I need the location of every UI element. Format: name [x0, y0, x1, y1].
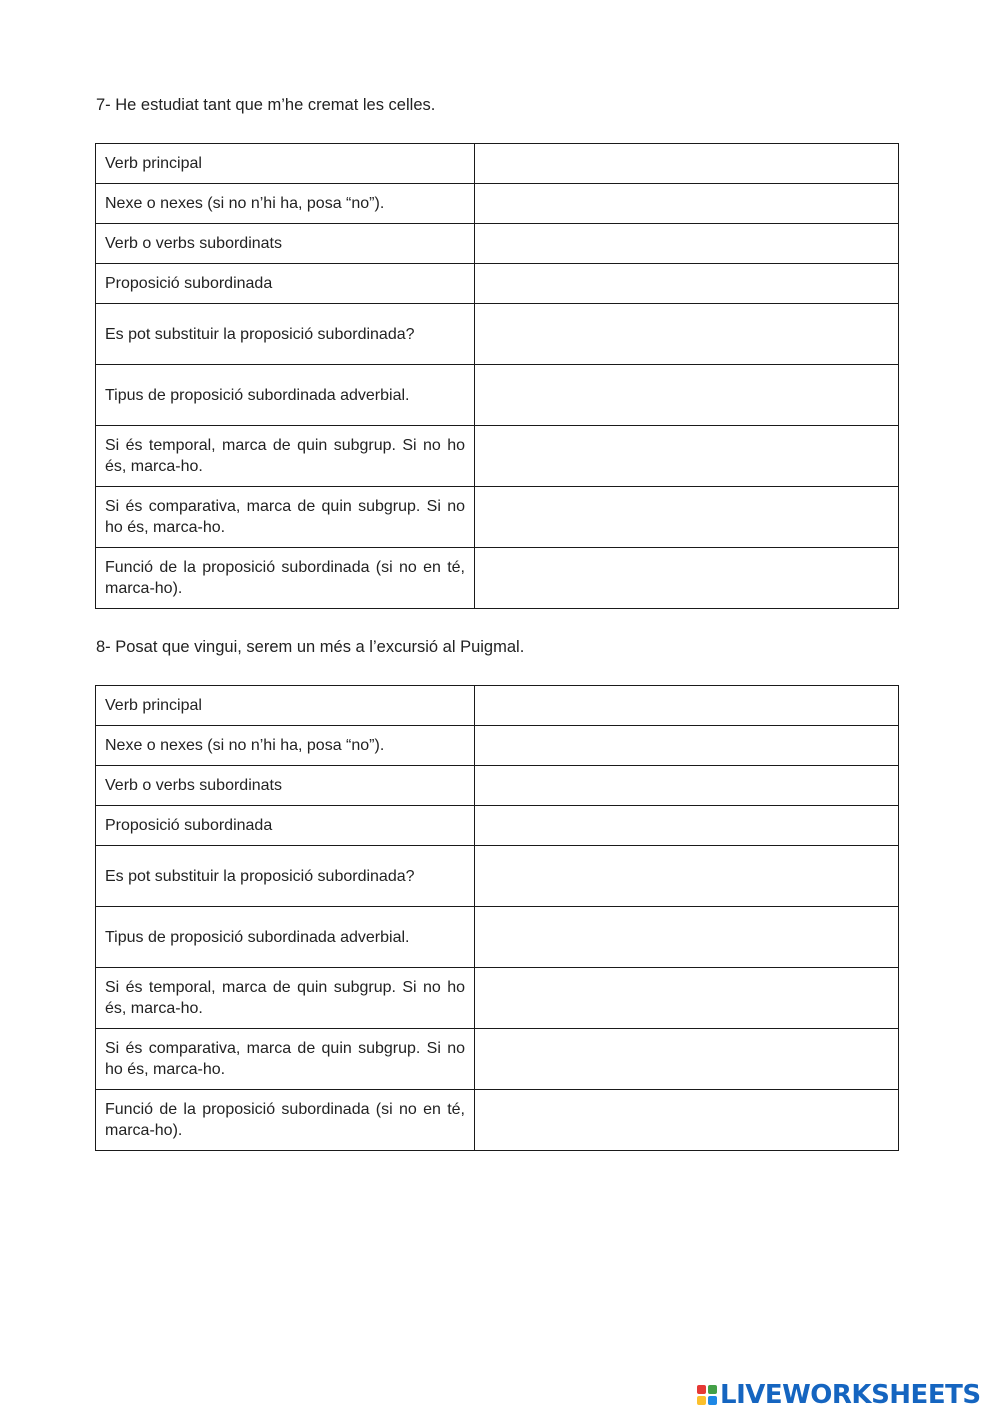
answer-cell[interactable] — [475, 144, 899, 184]
question-cell: Proposició subordinada — [96, 264, 475, 304]
answer-input[interactable] — [475, 1029, 898, 1089]
answer-cell[interactable] — [475, 184, 899, 224]
question-cell: Si és temporal, marca de quin subgrup. Si no ho és, marca-ho. — [96, 968, 475, 1029]
question-cell: Funció de la proposició subordinada (si no en té, marca-ho). — [96, 1090, 475, 1151]
answer-cell[interactable] — [475, 1090, 899, 1151]
logo-square-blue — [708, 1396, 717, 1405]
answer-input[interactable] — [475, 726, 898, 765]
table-row — [96, 264, 899, 304]
answer-input[interactable] — [475, 184, 898, 223]
logo-mark-icon — [697, 1385, 717, 1405]
table-row — [96, 184, 899, 224]
exercise-7-table — [95, 143, 899, 609]
table-row — [96, 907, 899, 968]
answer-input[interactable] — [475, 264, 898, 303]
logo-square-green — [708, 1385, 717, 1394]
answer-cell[interactable] — [475, 365, 899, 426]
answer-cell[interactable] — [475, 806, 899, 846]
question-cell: Verb principal — [96, 686, 475, 726]
table-row — [96, 726, 899, 766]
table-row — [96, 365, 899, 426]
table-row — [96, 224, 899, 264]
answer-cell[interactable] — [475, 968, 899, 1029]
question-cell: Verb principal — [96, 144, 475, 184]
table-row — [96, 548, 899, 609]
question-cell: Verb o verbs subordinats — [96, 224, 475, 264]
answer-cell[interactable] — [475, 1029, 899, 1090]
answer-input[interactable] — [475, 548, 898, 608]
answer-input[interactable] — [475, 487, 898, 547]
question-cell: Tipus de proposició subordinada adverbial. — [96, 907, 475, 968]
answer-cell[interactable] — [475, 426, 899, 487]
question-cell: Si és comparativa, marca de quin subgrup. Si no ho és, marca-ho. — [96, 487, 475, 548]
question-cell: Nexe o nexes (si no n’hi ha, posa “no”). — [96, 726, 475, 766]
answer-cell[interactable] — [475, 224, 899, 264]
logo-square-yellow — [697, 1396, 706, 1405]
table-row — [96, 846, 899, 907]
answer-input[interactable] — [475, 766, 898, 805]
answer-cell[interactable] — [475, 686, 899, 726]
answer-cell[interactable] — [475, 487, 899, 548]
logo-text: LIVEWORKSHEETS — [720, 1380, 981, 1410]
exercise-7-title: 7- He estudiat tant que m’he cremat les celles. — [96, 96, 436, 114]
answer-input[interactable] — [475, 1090, 898, 1150]
answer-input[interactable] — [475, 304, 898, 364]
answer-input[interactable] — [475, 426, 898, 486]
table-row — [96, 304, 899, 365]
answer-cell[interactable] — [475, 548, 899, 609]
answer-input[interactable] — [475, 846, 898, 906]
table-row — [96, 1029, 899, 1090]
question-cell: Proposició subordinada — [96, 806, 475, 846]
question-cell: Verb o verbs subordinats — [96, 766, 475, 806]
table-row — [96, 144, 899, 184]
question-cell: Si és temporal, marca de quin subgrup. Si no ho és, marca-ho. — [96, 426, 475, 487]
question-cell: Funció de la proposició subordinada (si no en té, marca-ho). — [96, 548, 475, 609]
table-row — [96, 806, 899, 846]
answer-cell[interactable] — [475, 846, 899, 907]
question-cell: Es pot substituir la proposició subordinada? — [96, 846, 475, 907]
answer-input[interactable] — [475, 907, 898, 967]
table-row — [96, 487, 899, 548]
answer-cell[interactable] — [475, 304, 899, 365]
exercise-8-table — [95, 685, 899, 1151]
liveworksheets-logo[interactable] — [697, 1378, 981, 1412]
answer-input[interactable] — [475, 224, 898, 263]
question-cell: Nexe o nexes (si no n’hi ha, posa “no”). — [96, 184, 475, 224]
answer-input[interactable] — [475, 686, 898, 725]
answer-input[interactable] — [475, 365, 898, 425]
table-row — [96, 686, 899, 726]
table-row — [96, 1090, 899, 1151]
logo-square-red — [697, 1385, 706, 1394]
answer-input[interactable] — [475, 144, 898, 183]
answer-input[interactable] — [475, 968, 898, 1028]
question-cell: Tipus de proposició subordinada adverbial. — [96, 365, 475, 426]
table-row — [96, 968, 899, 1029]
answer-input[interactable] — [475, 806, 898, 845]
question-cell: Es pot substituir la proposició subordinada? — [96, 304, 475, 365]
table-row — [96, 426, 899, 487]
answer-cell[interactable] — [475, 264, 899, 304]
answer-cell[interactable] — [475, 907, 899, 968]
answer-cell[interactable] — [475, 766, 899, 806]
question-cell: Si és comparativa, marca de quin subgrup. Si no ho és, marca-ho. — [96, 1029, 475, 1090]
exercise-8-title: 8- Posat que vingui, serem un més a l’excursió al Puigmal. — [96, 638, 525, 656]
table-row — [96, 766, 899, 806]
answer-cell[interactable] — [475, 726, 899, 766]
